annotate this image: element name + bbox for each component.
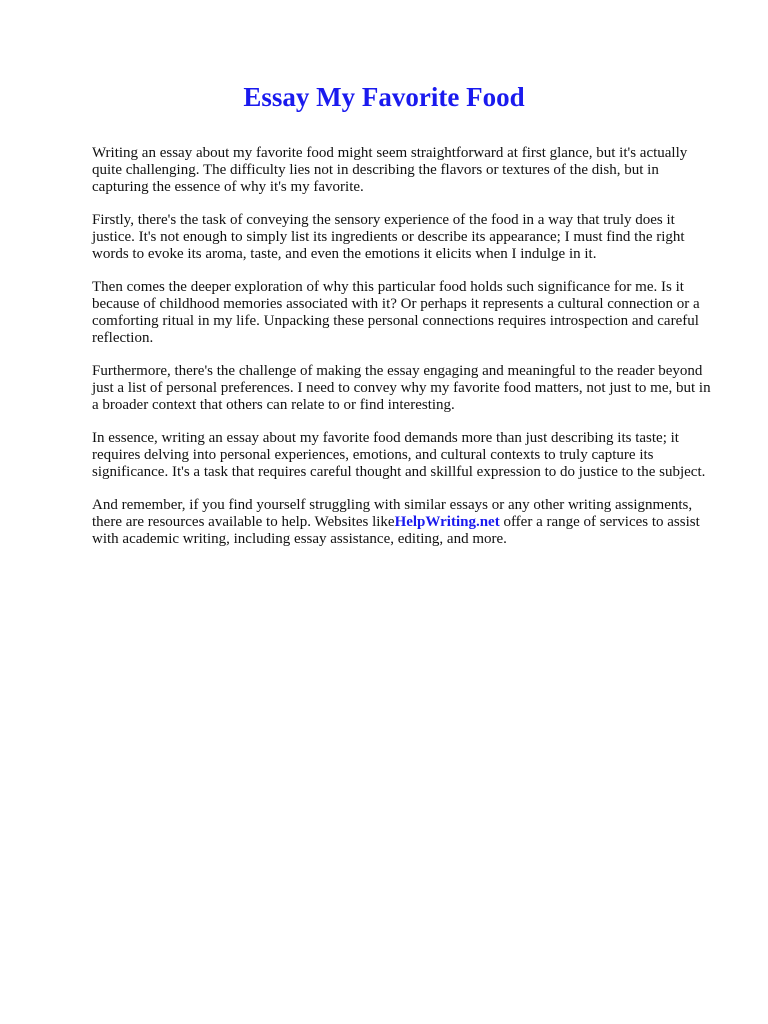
paragraph-5: In essence, writing an essay about my favorite food demands more than just describing its taste; it requires delving into personal experiences, emotions, and cultural contexts to truly capture its significance. It's a task that requires careful thought and skillful expression to do justice to the subject. [92,430,706,480]
paragraph-6-text-before-link: And remember, if you find yourself struggling with similar essays or any other writing assignments, there are resources available to help. Websites like [92,497,693,530]
paragraph-6 [92,497,718,548]
paragraph-4: Furthermore, there's the challenge of making the essay engaging and meaningful to the reader beyond just a list of personal preferences. I need to convey why my favorite food matters, not just to me, but in a broader context that others can relate to or find interesting. [92,363,711,413]
paragraph-3: Then comes the deeper exploration of why this particular food holds such significance for me. Is it because of childhood memories associated with it? Or perhaps it represents a cultural connection or a comforting ritual in my life. Unpacking these personal connections requires introspection and careful reflection. [92,279,700,346]
paragraph-1: Writing an essay about my favorite food might seem straightforward at first glance, but it's actually quite challenging. The difficulty lies not in describing the flavors or textures of the dish, but in capturing the essence of why it's my favorite. [92,145,688,195]
paragraph-2: Firstly, there's the task of conveying the sensory experience of the food in a way that truly does it justice. It's not enough to simply list its ingredients or describe its appearance; I must find the right words to evoke its aroma, taste, and even the emotions it elicits when I indulge in it. [92,212,685,262]
paragraph-6-text-after-link: offer a range of services to assist with academic writing, including essay assistance, editing, and more. [92,514,700,547]
essay-body [92,145,718,564]
helpwriting-link[interactable]: HelpWriting.net [394,514,500,530]
page-title: Essay My Favorite Food [243,82,525,112]
